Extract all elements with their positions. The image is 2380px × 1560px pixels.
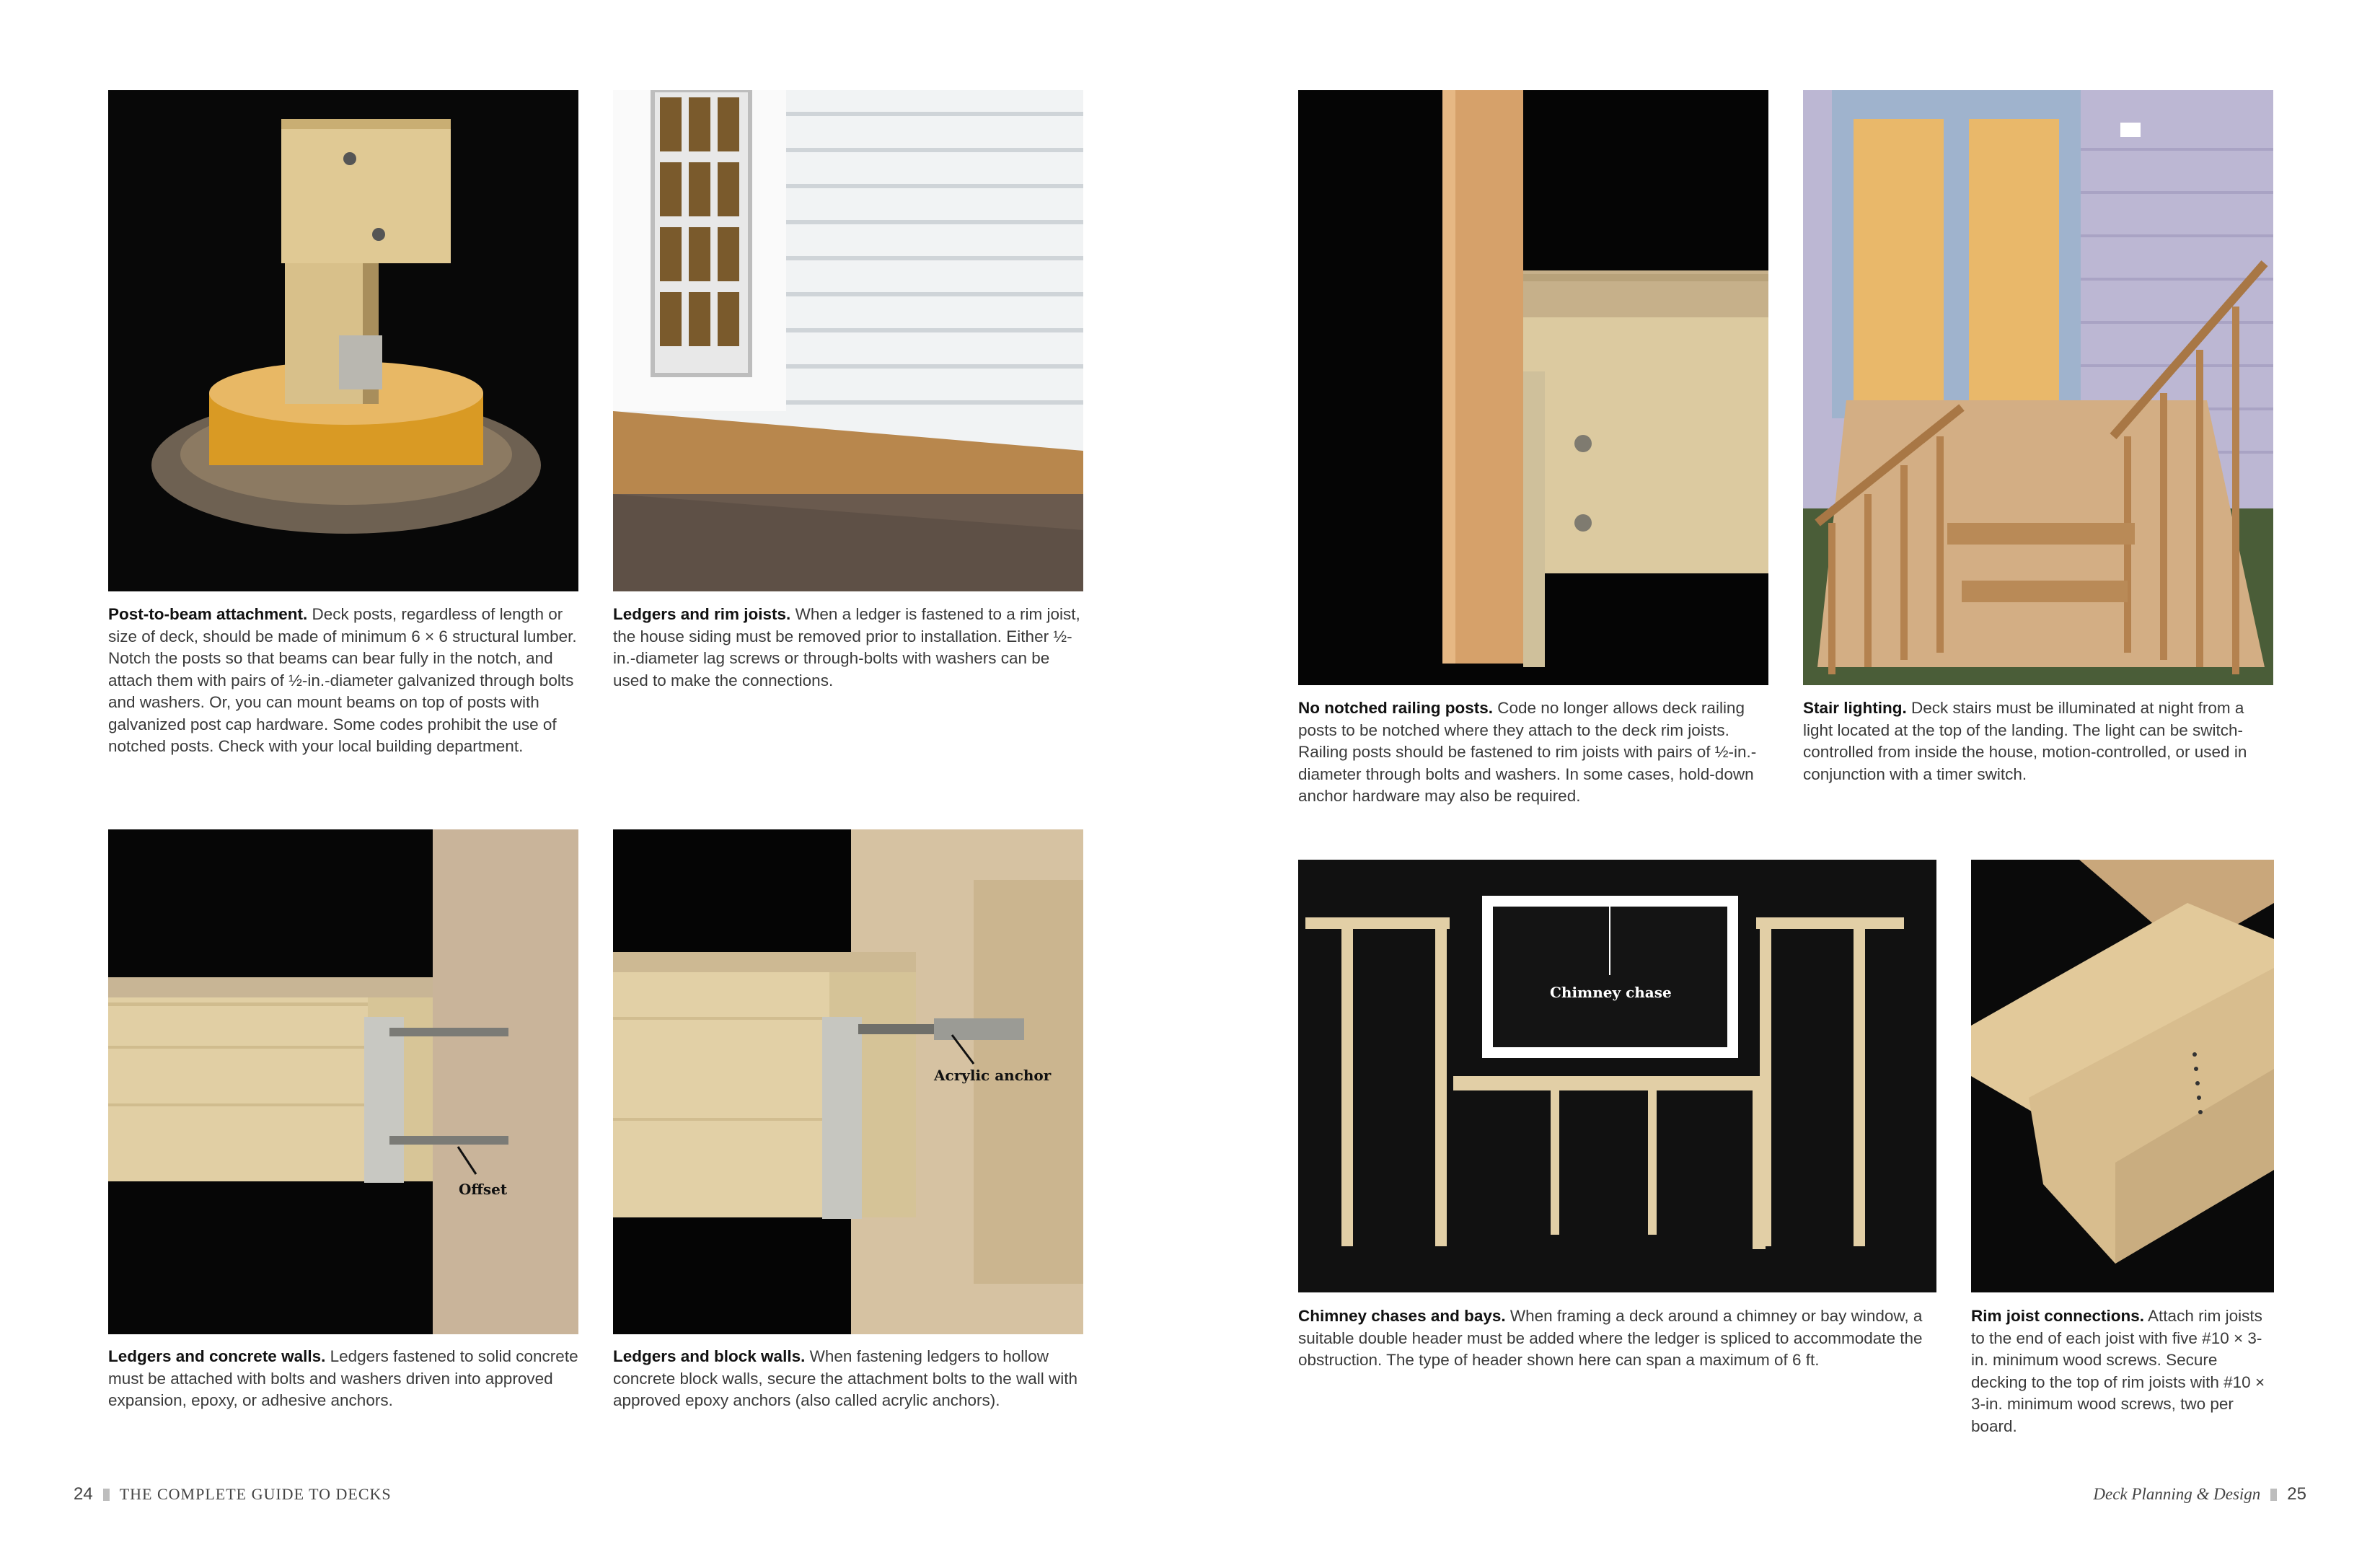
section-title: Deck Planning & Design xyxy=(2093,1485,2261,1503)
folio-square xyxy=(2270,1489,2277,1501)
caption-title: No notched railing posts. xyxy=(1298,699,1494,717)
callout-acrylic-anchor: Acrylic anchor xyxy=(934,1067,1052,1084)
caption-text: Deck posts, regardless of length or size of deck, should be made of minimum 6 × 6 structural lumber. Notch the posts so that beams can bear fully in the notch, and attach them with pairs of ½-in.-diameter galvanized through bolts and washers. Or, you can mount beams on top of posts with galvanized post cap hardware. Some codes prohibit the use of notched posts. Check with your local building department. xyxy=(108,605,577,755)
book-title: THE COMPLETE GUIDE TO DECKS xyxy=(119,1485,392,1503)
caption-no-notched-railing-posts xyxy=(1298,697,1768,808)
callout-offset: Offset xyxy=(459,1181,508,1198)
folio-square xyxy=(103,1489,110,1501)
photo-ledgers-rim-joists xyxy=(613,90,1083,591)
caption-text: When framing a deck around a chimney or bay window, a suitable double header must be added where the ledger is spliced to accommodate the obstruction. The type of header shown here can span a maximum of 6 ft. xyxy=(1298,1307,1923,1369)
caption-text: When a ledger is fastened to a rim joist, the house siding must be removed prior to installation. Either ½-in.-diameter lag screws or through-bolts with washers can be used to make the connections. xyxy=(613,605,1080,689)
caption-text: When fastening ledgers to hollow concrete block walls, secure the attachment bolts to the wall with approved epoxy anchors (also called acrylic anchors). xyxy=(613,1347,1078,1409)
photo-stair-lighting xyxy=(1803,90,2273,685)
caption-chimney-chases xyxy=(1298,1305,1936,1372)
caption-title: Post-to-beam attachment. xyxy=(108,605,308,623)
folio-left xyxy=(74,1484,392,1504)
caption-title: Stair lighting. xyxy=(1803,699,1907,717)
caption-ledgers-block-walls xyxy=(613,1346,1083,1412)
folio-right xyxy=(2093,1484,2306,1504)
page-number-right: 25 xyxy=(2287,1484,2306,1504)
caption-text: Code no longer allows deck railing posts to be notched where they attach to the deck rim joists. Railing posts should be fastened to rim joists with pairs of ½-in.-diameter through bolts and washers. In some cases, hold-down anchor hardware may also be required. xyxy=(1298,699,1757,805)
caption-post-to-beam xyxy=(108,604,578,758)
caption-text: Deck stairs must be illuminated at night from a light located at the top of the landing. The light can be switch-controlled from inside the house, motion-controlled, or used in conjunction with a timer switch. xyxy=(1803,699,2247,783)
caption-title: Ledgers and block walls. xyxy=(613,1347,806,1365)
callout-chimney-chase: Chimney chase xyxy=(1550,984,1672,1001)
photo-rim-joist-connections xyxy=(1971,860,2274,1292)
caption-stair-lighting xyxy=(1803,697,2273,785)
caption-ledgers-concrete-walls xyxy=(108,1346,578,1412)
caption-title: Rim joist connections. xyxy=(1971,1307,2145,1325)
caption-text: Ledgers fastened to solid concrete must be attached with bolts and washers driven into approved expansion, epoxy, or adhesive anchors. xyxy=(108,1347,578,1409)
caption-title: Ledgers and rim joists. xyxy=(613,605,791,623)
photo-post-to-beam xyxy=(108,90,578,591)
photo-ledgers-concrete-walls xyxy=(108,829,578,1334)
photo-chimney-chases xyxy=(1298,860,1936,1292)
caption-title: Chimney chases and bays. xyxy=(1298,1307,1506,1325)
caption-rim-joist-connections xyxy=(1971,1305,2274,1437)
caption-text: Attach rim joists to the end of each joist with five #10 × 3-in. minimum wood screws. Secure decking to the top of rim joists with #10 × 3-in. minimum wood screws, two per board. xyxy=(1971,1307,2265,1435)
page-number-left: 24 xyxy=(74,1484,93,1504)
caption-title: Ledgers and concrete walls. xyxy=(108,1347,326,1365)
photo-no-notched-railing-posts xyxy=(1298,90,1768,685)
caption-ledgers-rim-joists xyxy=(613,604,1083,692)
